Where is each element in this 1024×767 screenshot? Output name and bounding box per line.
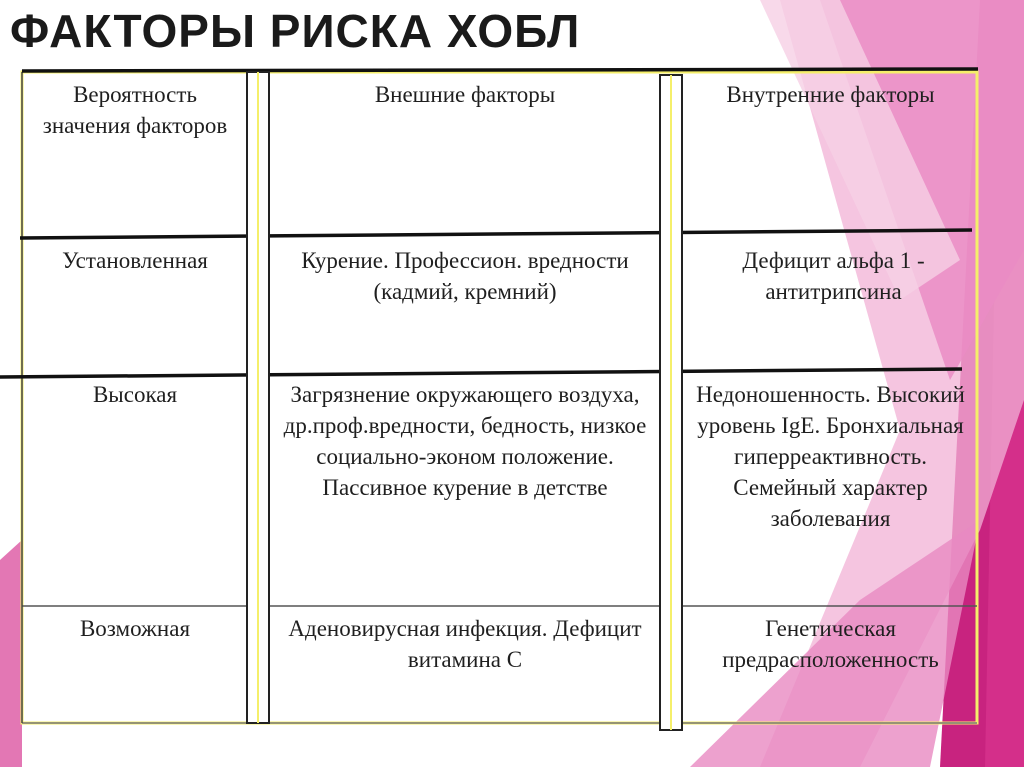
page-title: ФАКТОРЫ РИСКА ХОБЛ [10, 5, 581, 57]
row-possible-level: Возможная [79, 616, 191, 641]
header-external: Внешние факторы [374, 82, 556, 107]
row-established-internal: Дефицит альфа 1 - антитрипсина [742, 248, 925, 304]
row-possible-external: Аденовирусная инфекция. Дефицит витамина С [288, 616, 642, 672]
row-high-level: Высокая [92, 382, 178, 407]
header-probability: Вероятность значения факторов [42, 82, 228, 138]
row-high-internal: Недоношенность. Высокий уровень IgE. Бронхиальная гиперреактивность. Семейный характер заболевания [696, 382, 965, 531]
row-established-external: Курение. Профессион. вредности (кадмий, кремний) [301, 248, 629, 304]
risk-factors-table [22, 71, 977, 723]
row-high-external: Загрязнение окружающего воздуха, др.проф.вредности, бедность, низкое социально-эконом положение. Пассивное курение в детстве [283, 382, 647, 500]
row-possible-internal: Генетическая предрасположенность [722, 616, 939, 672]
row-established-level: Установленная [62, 248, 208, 273]
header-internal: Внутренние факторы [726, 82, 935, 107]
